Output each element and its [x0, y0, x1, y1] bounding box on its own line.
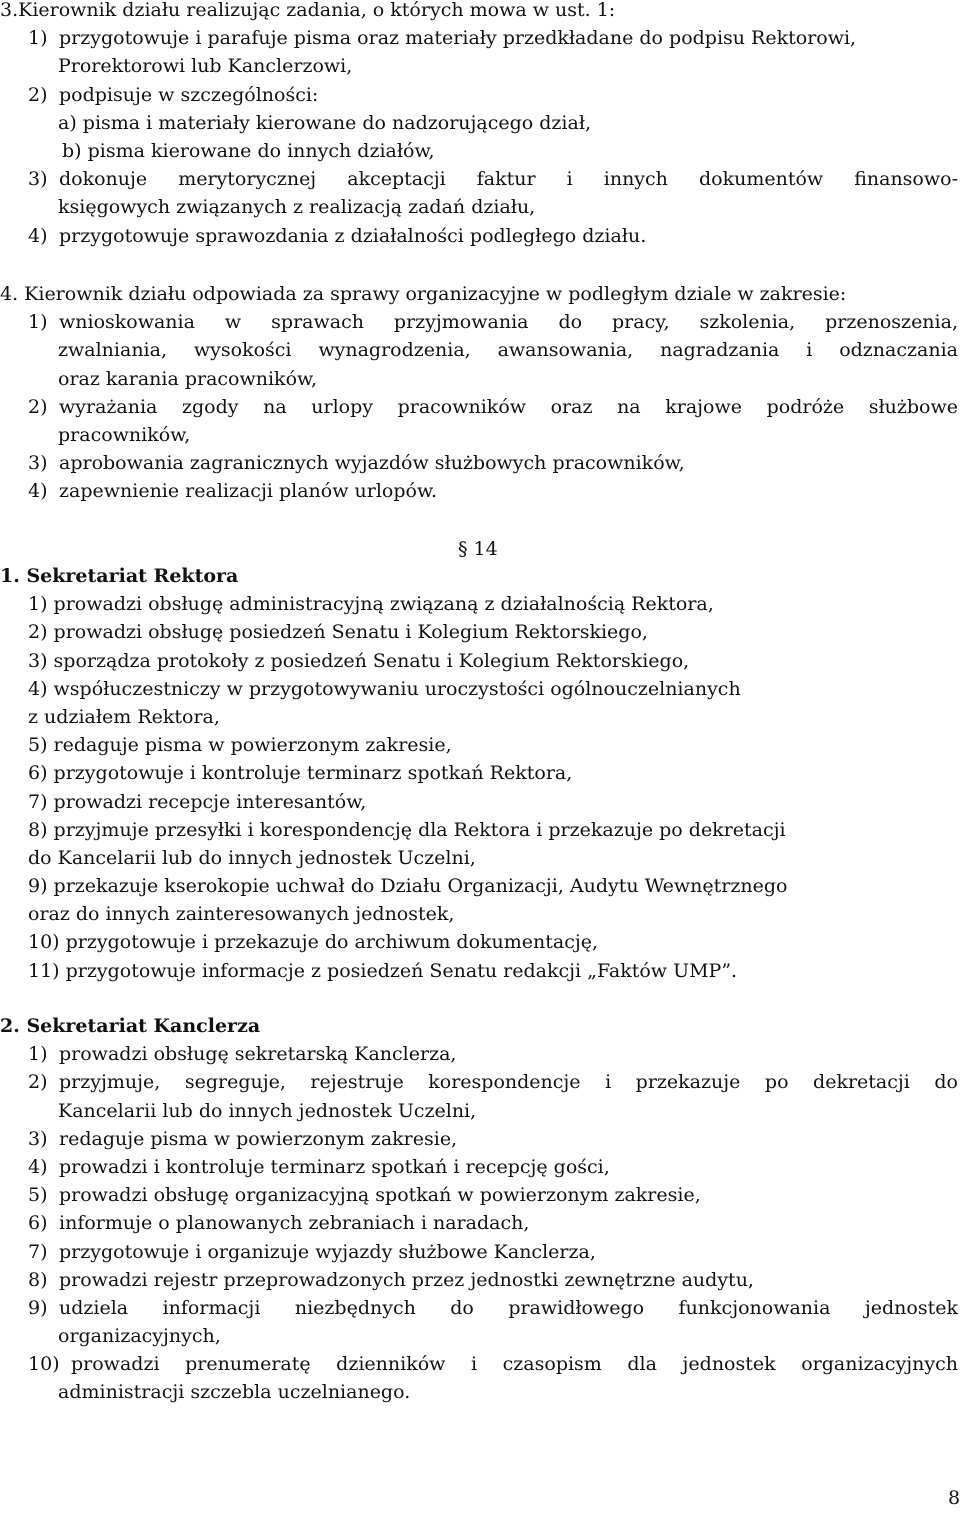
list-item: 8) przyjmuje przesyłki i korespondencję dla Rektora i przekazuje po dekretacji — [28, 818, 786, 841]
list-item: 11) przygotowuje informacje z posiedzeń Senatu redakcji „Faktów UMP”. — [28, 959, 738, 982]
list-item: 3) dokonuje merytorycznej akceptacji faktur i innych dokumentów finansowo- — [28, 168, 958, 191]
list-item: 1) przygotowuje i parafuje pisma oraz materiały przedkładane do podpisu Rektorowi, — [28, 27, 857, 50]
list-item: 6) przygotowuje i kontroluje terminarz spotkań Rektora, — [28, 762, 573, 785]
list-item: 10) przygotowuje i przekazuje do archiwum dokumentację, — [28, 931, 599, 954]
list-item-continuation: organizacyjnych, — [58, 1325, 221, 1348]
list-item: 3) redaguje pisma w powierzonym zakresie, — [28, 1127, 458, 1150]
list-item: 2) prowadzi obsługę posiedzeń Senatu i Kolegium Rektorskiego, — [28, 621, 648, 644]
list-item: 5) prowadzi obsługę organizacyjną spotkań w powierzonym zakresie, — [28, 1184, 701, 1207]
list-item-continuation: oraz karania pracowników, — [58, 367, 318, 390]
section-4 — [0, 280, 960, 506]
list-item: 3) aprobowania zagranicznych wyjazdów służbowych pracowników, — [28, 452, 685, 475]
list-item: 6) informuje o planowanych zebraniach i naradach, — [28, 1212, 530, 1235]
list-item: 4) przygotowuje sprawozdania z działalności podległego działu. — [28, 224, 647, 247]
list-item: 4) zapewnienie realizacji planów urlopów. — [28, 480, 437, 503]
list-item: 8) prowadzi rejestr przeprowadzonych przez jednostki zewnętrzne audytu, — [28, 1268, 754, 1291]
section-heading: 2. Sekretariat Kanclerza — [0, 1015, 261, 1037]
list-item-continuation: oraz do innych zainteresowanych jednostek, — [28, 903, 455, 926]
list-item-continuation: zwalniania, wysokości wynagrodzenia, awansowania, nagradzania i odznaczania — [58, 339, 958, 362]
list-item: 1) prowadzi obsługę administracyjną związaną z działalnością Rektora, — [28, 593, 714, 616]
list-item: 4) prowadzi i kontroluje terminarz spotkań i recepcję gości, — [28, 1155, 610, 1178]
list-item-continuation: Kancelarii lub do innych jednostek Uczelni, — [58, 1099, 477, 1122]
sekretariat-kanclerza — [0, 1012, 960, 1407]
list-item-continuation: pracowników, — [58, 423, 191, 446]
sekretariat-rektora — [0, 562, 960, 985]
list-item: 7) przygotowuje i organizuje wyjazdy służbowe Kanclerza, — [28, 1240, 596, 1263]
list-item-continuation: administracji szczebla uczelnianego. — [58, 1381, 411, 1404]
list-item: 3) sporządza protokoły z posiedzeń Senatu i Kolegium Rektorskiego, — [28, 649, 690, 672]
list-item-continuation: z udziałem Rektora, — [28, 705, 220, 728]
list-item: 7) prowadzi recepcje interesantów, — [28, 790, 367, 813]
list-item: 9) udziela informacji niezbędnych do prawidłowego funkcjonowania jednostek — [28, 1296, 958, 1319]
list-item: 9) przekazuje kserokopie uchwał do Działu Organizacji, Audytu Wewnętrznego — [28, 875, 788, 898]
list-item: 2) przyjmuje, segreguje, rejestruje korespondencje i przekazuje po dekretacji do — [28, 1071, 958, 1094]
sub-item-b: b) pisma kierowane do innych działów, — [62, 139, 435, 162]
list-item: 2) wyrażania zgody na urlopy pracowników oraz na krajowe podróże służbowe — [28, 395, 958, 418]
list-item: 1) wnioskowania w sprawach przyjmowania do pracy, szkolenia, przenoszenia, — [28, 311, 958, 334]
sub-item-a: a) pisma i materiały kierowane do nadzorującego dział, — [58, 111, 592, 134]
list-item: 2) podpisuje w szczególności: — [28, 83, 319, 106]
paragraph-sign: § 14 — [458, 538, 498, 560]
list-item-continuation: Prorektorowi lub Kanclerzowi, — [58, 55, 353, 78]
list-item: 4) współuczestniczy w przygotowywaniu uroczystości ogólnouczelnianych — [28, 677, 741, 700]
section-3 — [0, 0, 960, 250]
section-3-intro: 3.Kierownik działu realizując zadania, o których mowa w ust. 1: — [0, 0, 616, 21]
section-4-intro: 4. Kierownik działu odpowiada za sprawy organizacyjne w podległym dziale w zakresie: — [0, 283, 847, 305]
list-item: 10) prowadzi prenumeratę dzienników i czasopism dla jednostek organizacyjnych — [28, 1353, 958, 1376]
page-number: 8 — [948, 1487, 960, 1509]
list-item-continuation: do Kancelarii lub do innych jednostek Uczelni, — [28, 846, 476, 869]
list-item-continuation: księgowych związanych z realizacją zadań działu, — [58, 196, 536, 219]
list-item: 5) redaguje pisma w powierzonym zakresie, — [28, 734, 452, 757]
list-item: 1) prowadzi obsługę sekretarską Kanclerza, — [28, 1043, 457, 1066]
section-heading: 1. Sekretariat Rektora — [0, 565, 239, 587]
